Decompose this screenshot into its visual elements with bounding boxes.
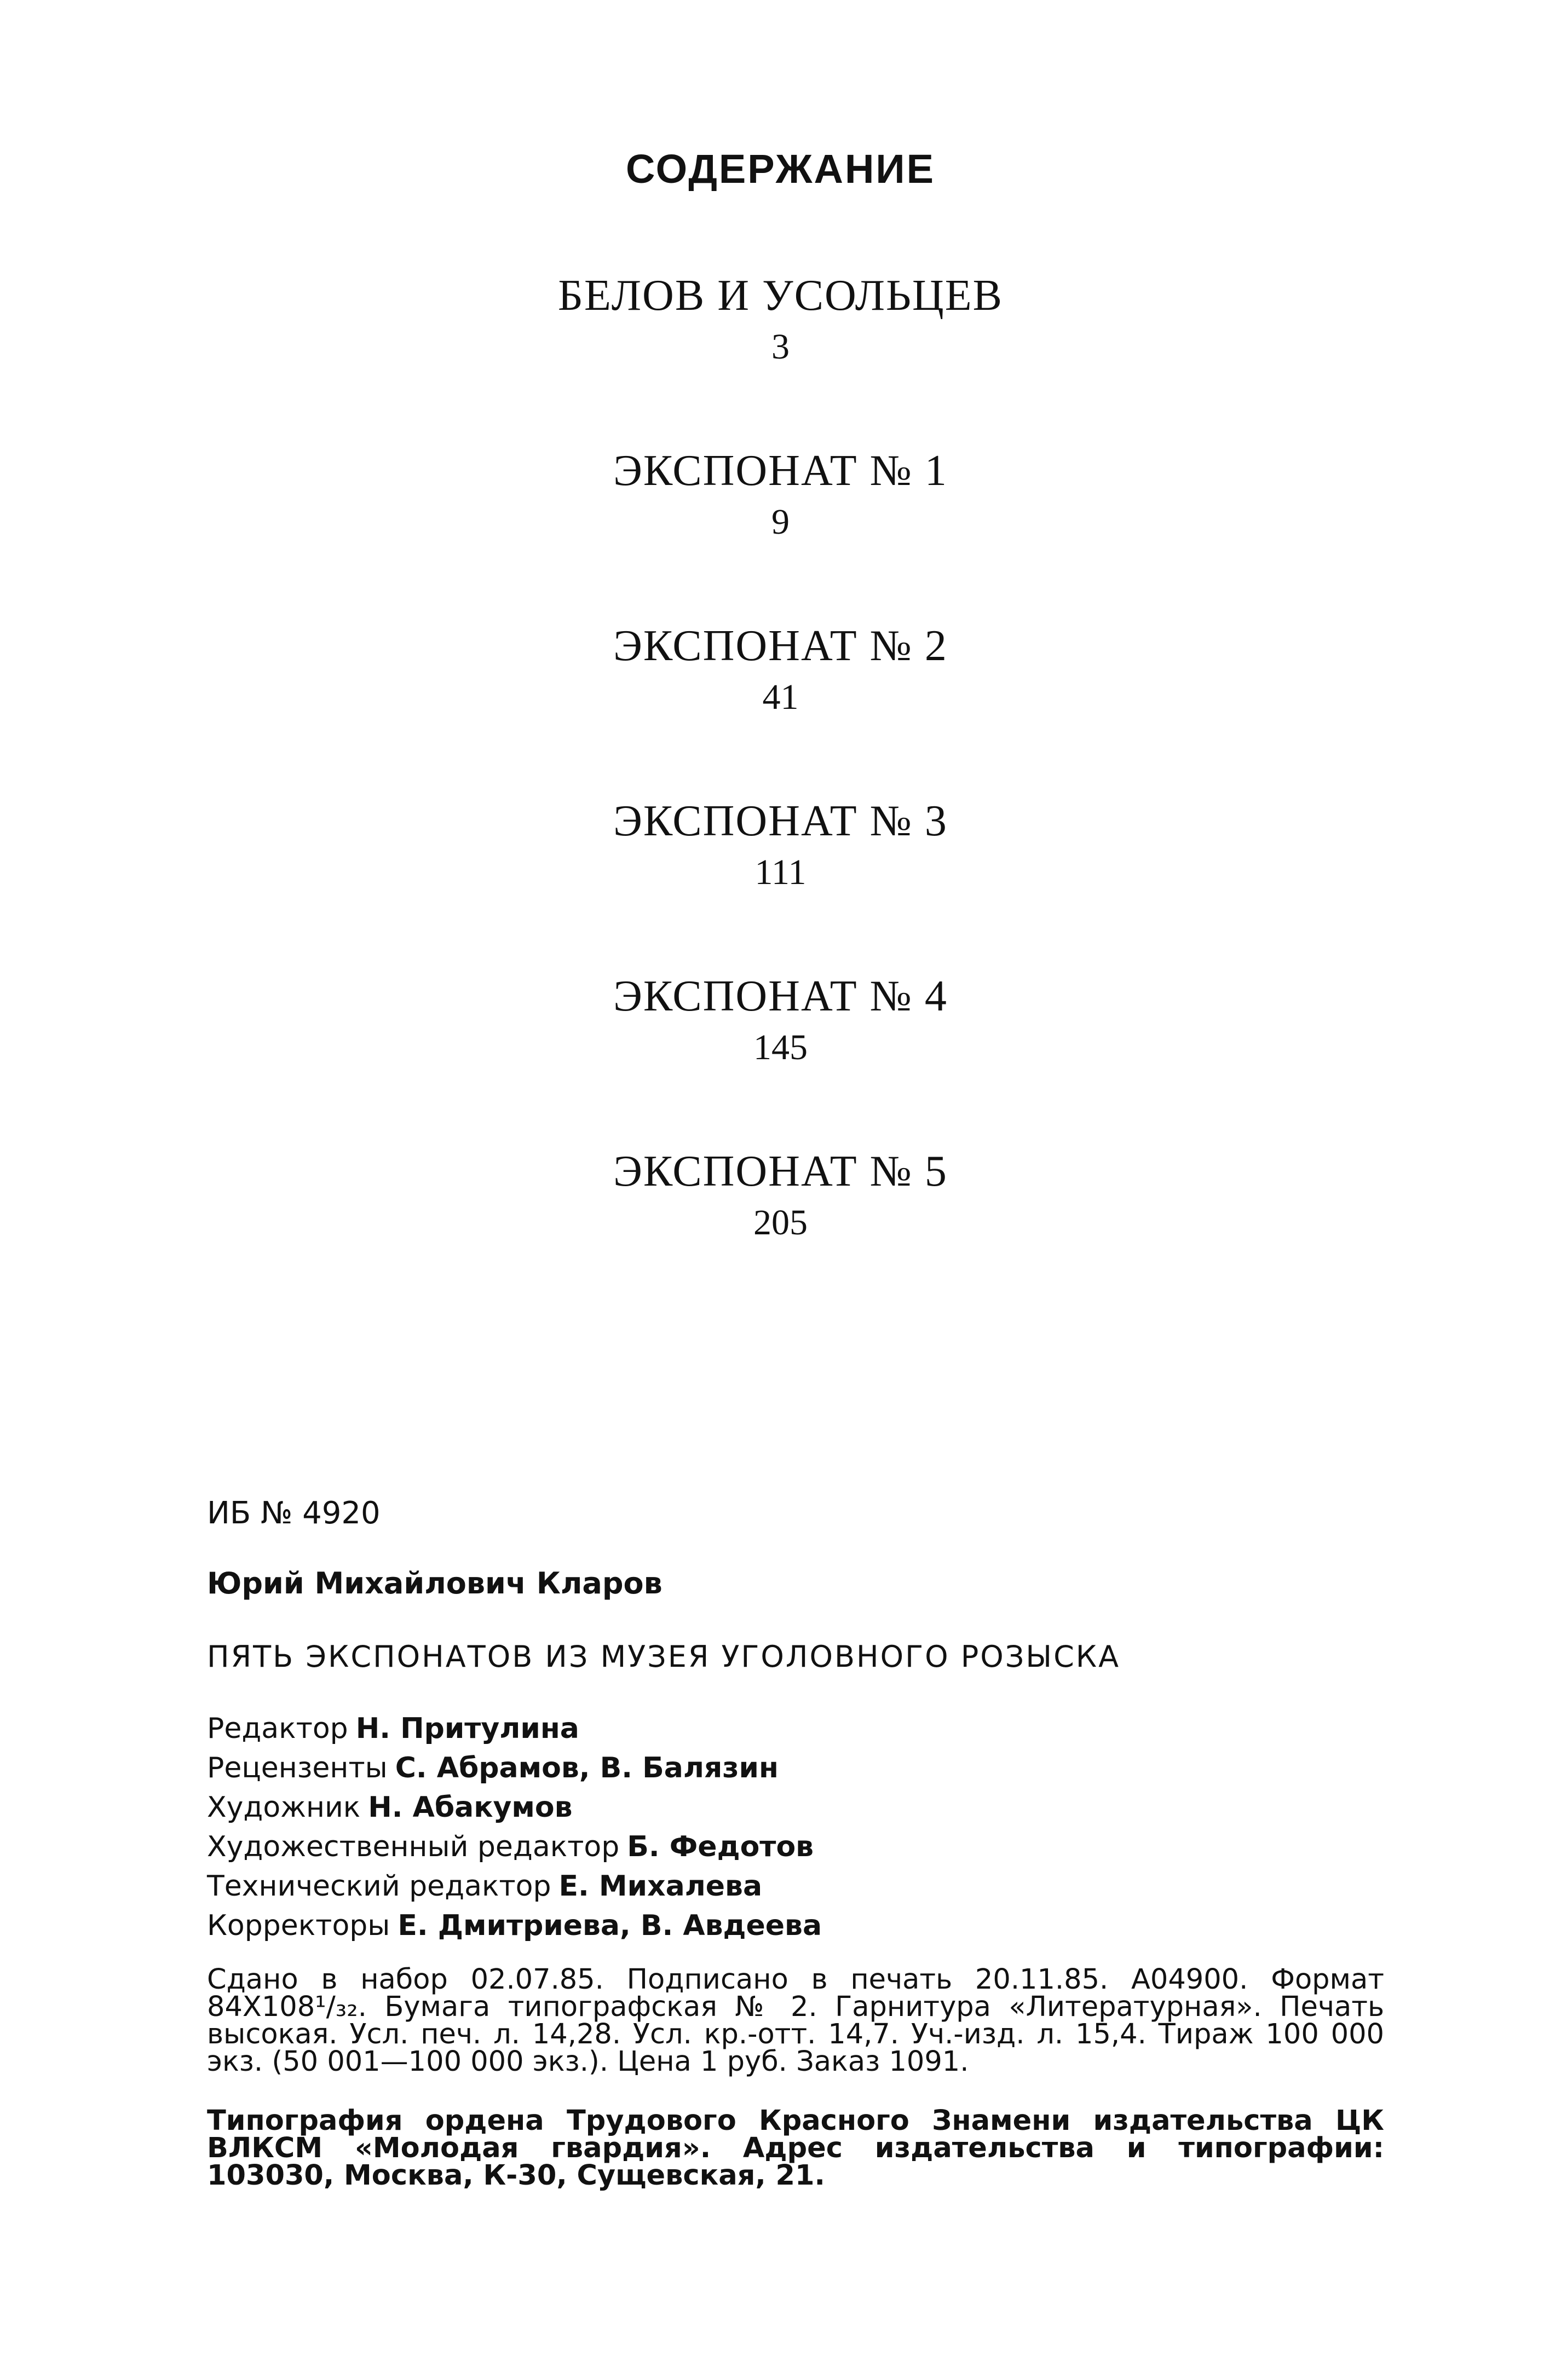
credit-role: Художник	[207, 1791, 361, 1824]
toc-entry-page: 41	[762, 677, 799, 717]
credit-role: Художественный редактор	[207, 1830, 620, 1863]
toc-entry	[0, 796, 1561, 972]
credit-names: Н. Абакумов	[368, 1791, 573, 1824]
credit-line	[207, 1748, 1384, 1788]
toc-entry	[0, 621, 1561, 796]
imprint	[207, 1494, 1384, 2190]
table-of-contents	[0, 271, 1561, 1322]
book-title: ПЯТЬ ЭКСПОНАТОВ ИЗ МУЗЕЯ УГОЛОВНОГО РОЗЫСКА	[207, 1639, 1121, 1674]
toc-entry-page: 205	[753, 1203, 808, 1243]
credit-role: Рецензенты	[207, 1752, 388, 1784]
toc-entry-title: ЭКСПОНАТ № 5	[613, 1147, 948, 1195]
credit-line	[207, 1788, 1384, 1827]
toc-entry	[0, 271, 1561, 446]
toc-entry-title: БЕЛОВ И УСОЛЬЦЕВ	[558, 271, 1003, 320]
credit-role: Технический редактор	[207, 1870, 551, 1903]
credit-names: Б. Федотов	[627, 1830, 814, 1863]
credit-names: Е. Михалева	[558, 1870, 763, 1903]
toc-entry-page: 3	[771, 327, 790, 367]
toc-entry-title: ЭКСПОНАТ № 3	[613, 797, 948, 845]
toc-entry-title: ЭКСПОНАТ № 2	[613, 622, 948, 670]
toc-entry-page: 9	[771, 502, 790, 542]
print-specs: Сдано в набор 02.07.85. Подписано в печать 20.11.85. А04900. Формат 84Х108¹/₃₂. Бумага типографская № 2. Гарнитура «Литературная». Печать высокая. Усл. печ. л. 14,28. Усл. кр.-отт. 14,7. Уч.-изд. л. 15,4. Тираж 100 000 экз. (50 001—100 000 экз.). Цена 1 руб. Заказ 1091.	[207, 1963, 1384, 2078]
credit-line	[207, 1906, 1384, 1945]
credit-names: С. Абрамов, В. Балязин	[395, 1752, 779, 1784]
toc-title: СОДЕРЖАНИЕ	[626, 146, 935, 192]
credit-role: Редактор	[207, 1712, 348, 1745]
toc-entry	[0, 1147, 1561, 1322]
credit-names: Е. Дмитриева, В. Авдеева	[398, 1909, 822, 1942]
toc-entry	[0, 972, 1561, 1147]
toc-entry	[0, 446, 1561, 621]
toc-entry-title: ЭКСПОНАТ № 4	[613, 972, 948, 1020]
toc-entry-page: 145	[753, 1027, 808, 1067]
credit-names: Н. Притулина	[355, 1712, 579, 1745]
printer-info: Типография ордена Трудового Красного Знамени издательства ЦК ВЛКСМ «Молодая гвардия». Адрес издательства и типографии: 103030, Москва, К-30, Сущевская, 21.	[207, 2105, 1384, 2192]
credit-line	[207, 1867, 1384, 1906]
credits-list	[207, 1709, 1384, 1945]
toc-entry-page: 111	[754, 852, 807, 892]
ib-number: ИБ № 4920	[207, 1495, 381, 1531]
author-name: Юрий Михайлович Кларов	[207, 1566, 663, 1601]
credit-line	[207, 1709, 1384, 1748]
credit-role: Корректоры	[207, 1909, 390, 1942]
toc-entry-title: ЭКСПОНАТ № 1	[613, 447, 948, 495]
credit-line	[207, 1827, 1384, 1867]
